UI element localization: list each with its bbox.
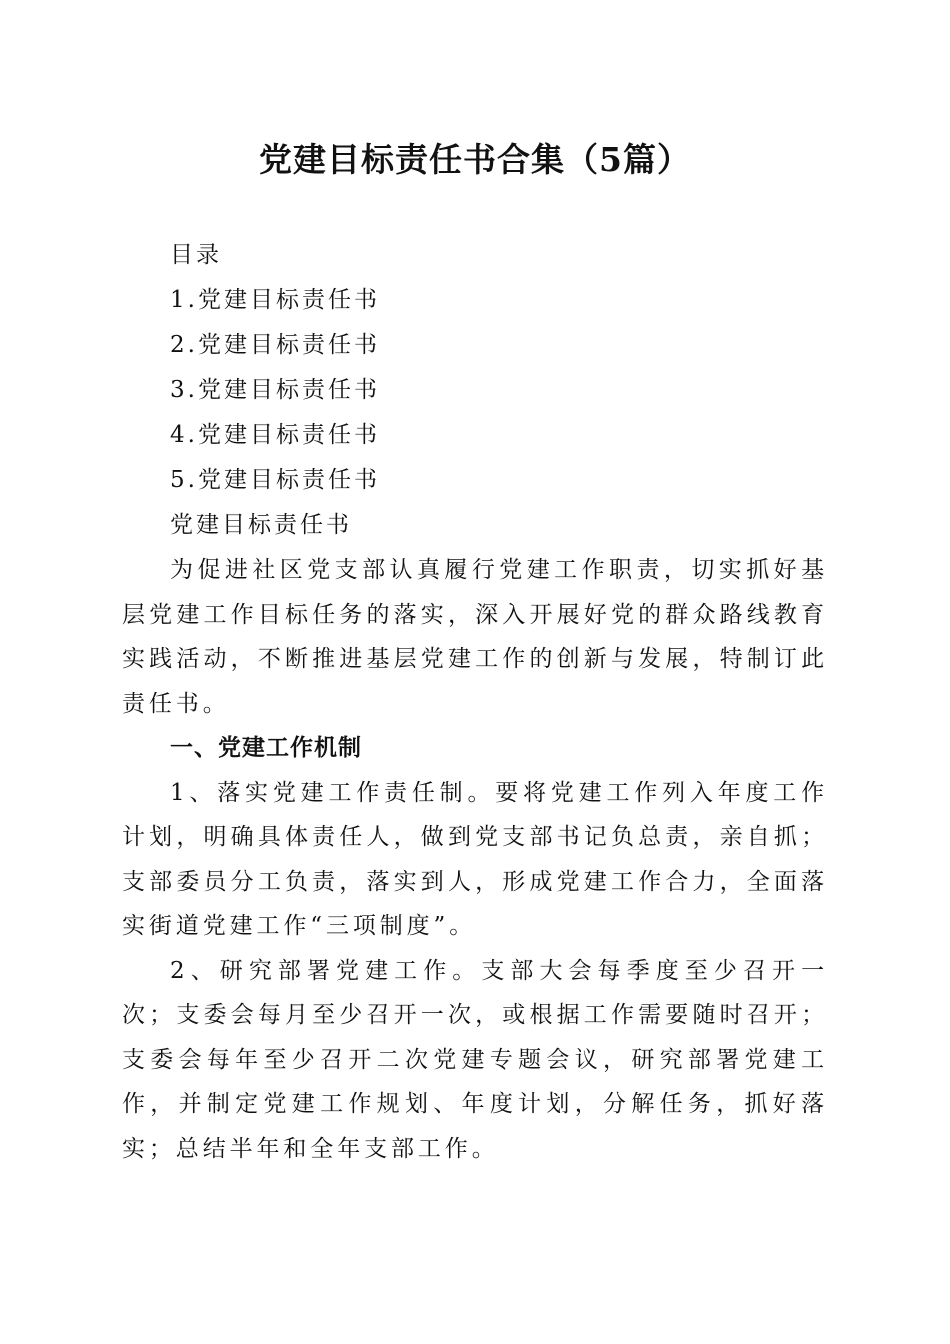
toc-item[interactable]: 3.党建目标责任书 <box>170 377 380 403</box>
toc-item[interactable]: 4.党建目标责任书 <box>170 422 380 448</box>
toc-item[interactable]: 2.党建目标责任书 <box>170 332 380 358</box>
intro-paragraph: 为促进社区党支部认真履行党建工作职责，切实抓好基层党建工作目标任务的落实，深入开展好党的群众路线教育实践活动，不断推进基层党建工作的创新与发展，特制订此责任书。 <box>122 557 828 717</box>
toc-heading: 目录 <box>170 242 222 268</box>
article-title: 党建目标责任书 <box>170 512 352 538</box>
toc-item[interactable]: 5.党建目标责任书 <box>170 467 380 493</box>
document-body <box>122 233 828 1171</box>
body-paragraph: 1、落实党建工作责任制。要将党建工作列入年度工作计划，明确具体责任人，做到党支部书记负总责，亲自抓；支部委员分工负责，落实到人，形成党建工作合力，全面落实街道党建工作“三项制度”。 <box>122 779 828 939</box>
section-heading: 一、党建工作机制 <box>170 735 362 761</box>
toc-item[interactable]: 1.党建目标责任书 <box>170 287 380 313</box>
body-paragraph: 2、研究部署党建工作。支部大会每季度至少召开一次；支委会每月至少召开一次，或根据工作需要随时召开；支委会每年至少召开二次党建专题会议，研究部署党建工作，并制定党建工作规划、年度计划，分解任务，抓好落实；总结半年和全年支部工作。 <box>122 957 828 1162</box>
document-title: 党建目标责任书合集（5篇） <box>259 140 691 179</box>
